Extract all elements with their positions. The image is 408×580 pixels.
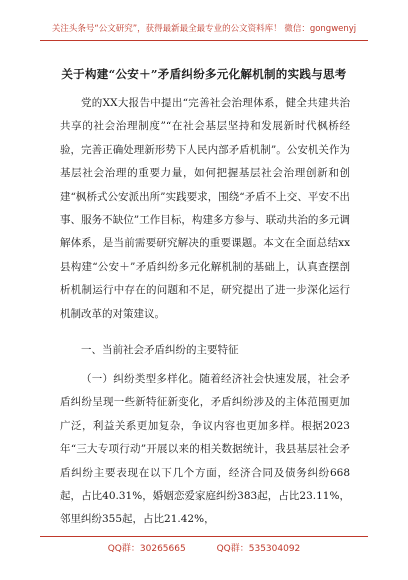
paragraph-dispute-types: （一）纠纷类型多样化。随着经济社会快速发展，社会矛盾纠纷呈现一些新特征新变化，矛盾纠纷涉及的主体范围更加广泛，利益关系更加复杂，争议内容也更加多样。根据2023年“三大专项行动”开展以来的相关数据统计，我县基层社会矛盾纠纷主要表现在以下几个方面，经济合同及债务纠纷668起，占比40.31%，婚姻恋爱家庭纠纷383起，占比23.11%，邻里纠纷355起，占比21.42%，: [60, 373, 350, 526]
paragraph-intro: 党的XX大报告中提出“完善社会治理体系，健全共建共治共享的社会治理制度”“在社会基层坚持和发展新时代枫桥经验，完善正确处理新形势下人民内部矛盾机制”。公安机关作为基层社会治理的重要力量，如何把握基层社会治理创新和创建“枫桥式公安派出所”实践要求，围绕“矛盾不上交、平安不出事、服务不缺位”工作目标，构建多方参与、联动共治的多元调解体系，是当前需要研究解决的重要课题。本文在全面总结xx县构建“公安＋”矛盾纠纷多元化解机制的基础上，认真查摆剖析机制运行中存在的问题和不足，研究提出了进一步深化运行机制改革的对策建议。: [60, 97, 350, 320]
footer-contact: [0, 541, 408, 554]
footer-divider: [40, 536, 368, 537]
document-title: 关于构建“公安＋”矛盾纠纷多元化解机制的实践与思考: [61, 67, 347, 81]
qq-group-1: QQ群：30265665: [107, 544, 186, 554]
qq-group-2: QQ群：535304092: [216, 544, 301, 554]
header-divider: [40, 40, 368, 41]
section-heading-1: 一、当前社会矛盾纠纷的主要特征: [81, 344, 239, 356]
header-note: 关注头条号“公文研究”，获得最新最全最专业的公文资料库！ 微信：gongwenyj: [51, 24, 357, 34]
